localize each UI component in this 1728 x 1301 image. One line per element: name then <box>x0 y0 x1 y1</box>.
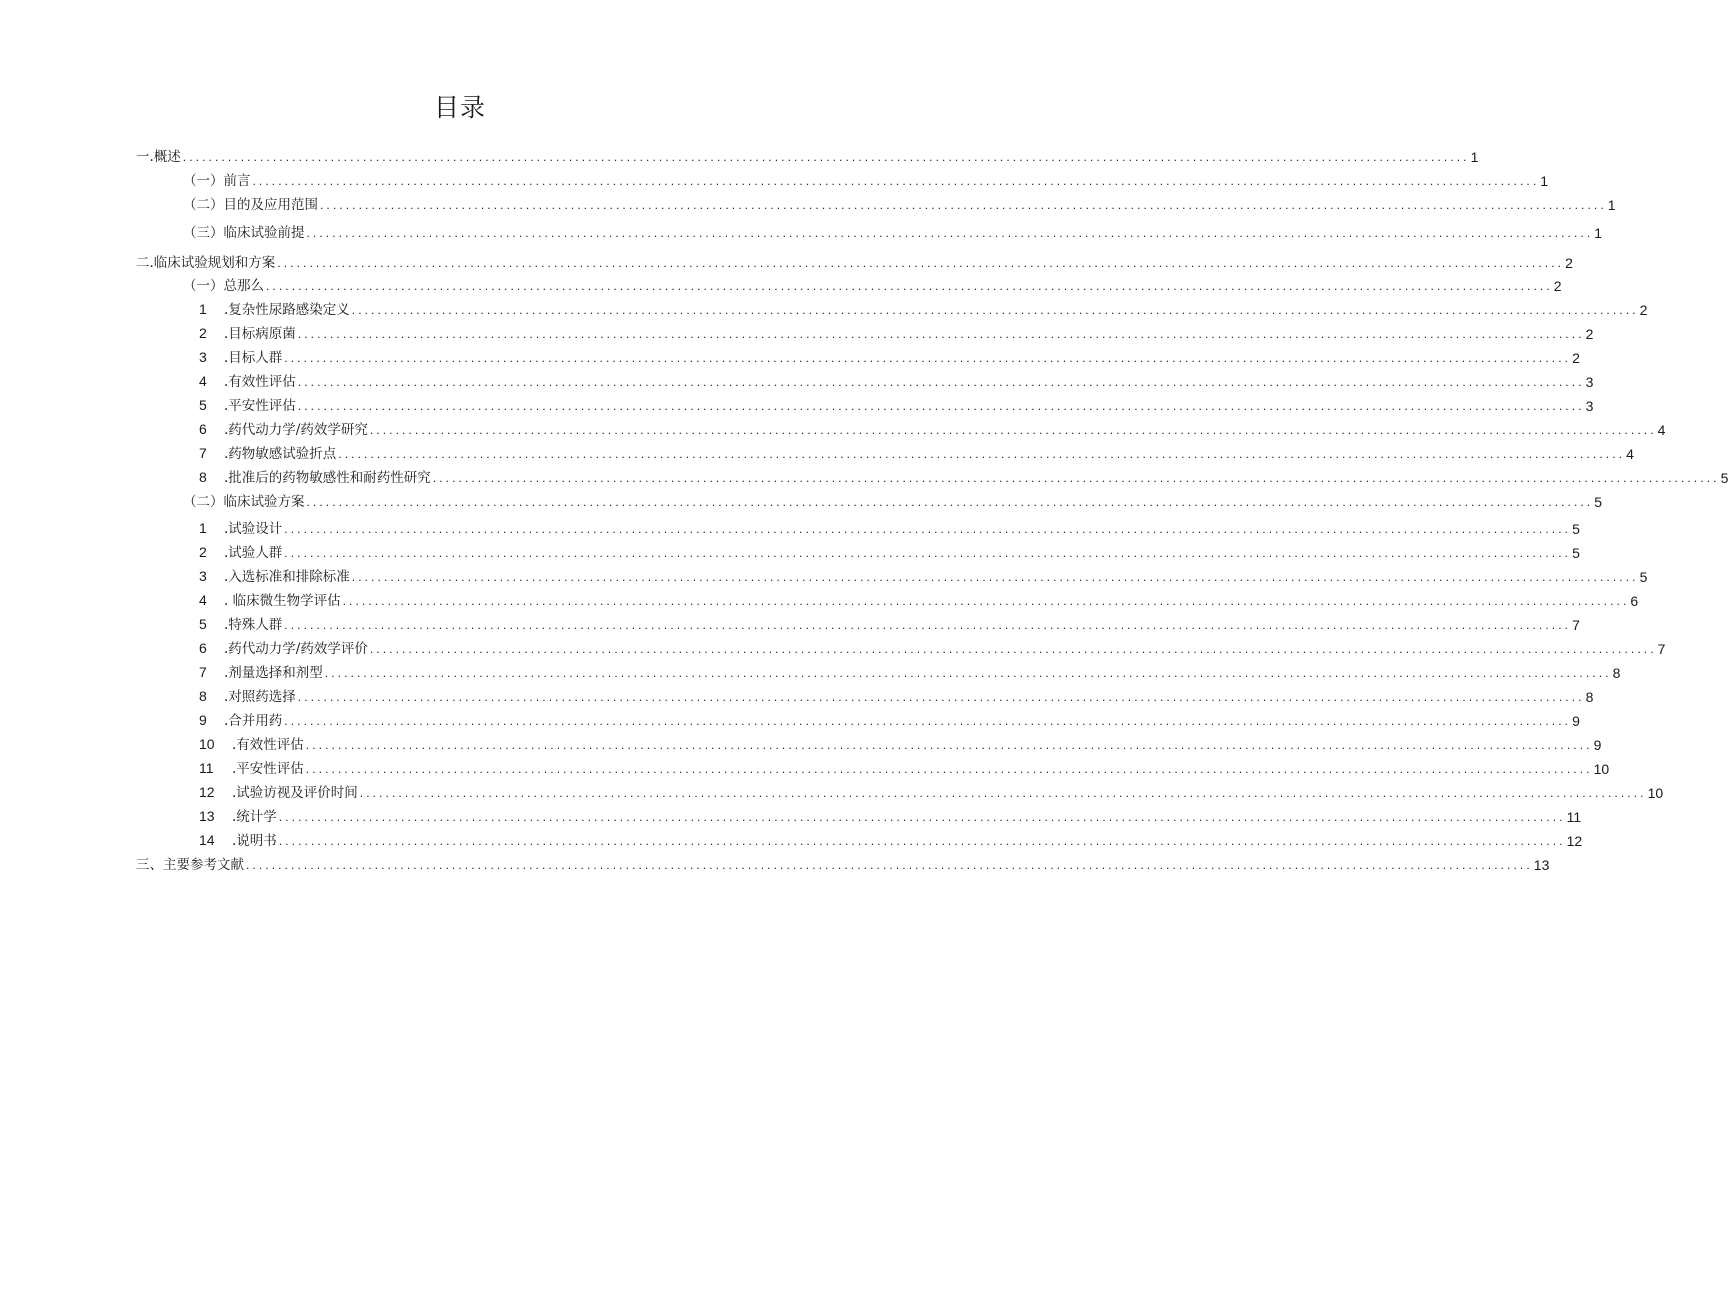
toc-entry-label <box>199 396 298 415</box>
toc-entry-page-number: 10 <box>1647 785 1664 801</box>
toc-entry-label <box>183 493 307 511</box>
toc-entry-number: 10 <box>199 736 215 752</box>
toc-entry-number: 13 <box>199 808 215 824</box>
toc-entry-number: 1 <box>199 301 207 317</box>
toc-entry-number: 11 <box>199 760 214 776</box>
toc-entry[interactable] <box>199 443 1634 463</box>
toc-entry[interactable] <box>199 614 1580 634</box>
toc-entry-label <box>136 254 277 272</box>
toc-entry-label <box>199 687 298 706</box>
toc-entry-number: 3 <box>199 568 207 584</box>
toc-entry-page-number: 2 <box>1572 350 1580 366</box>
toc-entry-page-number: 4 <box>1657 422 1666 438</box>
toc-entry-text: .对照药选择 <box>224 689 296 705</box>
dot-leader: ........................................................................................................................................................................................................ <box>284 522 1572 536</box>
toc-entry-page-number: 1 <box>1470 149 1479 165</box>
toc-entry-text: .剂量选择和剂型 <box>224 665 323 681</box>
toc-entry-page-number: 10 <box>1593 761 1610 777</box>
toc-entry-text: .特殊人群 <box>224 617 283 633</box>
dot-leader: ........................................................................................................................................................................................................ <box>306 226 1594 240</box>
toc-entry[interactable] <box>199 638 1666 658</box>
toc-entry-label <box>136 148 183 166</box>
toc-entry-number: 8 <box>199 469 207 485</box>
toc-entry-text: .复杂性尿路感染定义 <box>224 302 350 318</box>
toc-entry-number: 2 <box>199 325 207 341</box>
toc-entry[interactable] <box>199 419 1666 439</box>
toc-entry-number: 5 <box>199 616 207 632</box>
toc-entry-page-number: 5 <box>1572 545 1580 561</box>
toc-entry-page-number: 2 <box>1553 278 1562 294</box>
toc-entry-text: 一.概述 <box>136 149 181 165</box>
toc-entry-label <box>199 468 433 487</box>
dot-leader: ........................................................................................................................................................................................................ <box>252 174 1540 188</box>
toc-entry-number: 8 <box>199 688 207 704</box>
toc-entry-number: 1 <box>199 520 207 536</box>
dot-leader: ........................................................................................................................................................................................................ <box>432 471 1720 485</box>
toc-entry-text: 二.临床试验规划和方案 <box>136 255 276 271</box>
toc-entry[interactable] <box>199 371 1594 391</box>
toc-entry-page-number: 3 <box>1585 374 1594 390</box>
toc-entry-label <box>199 444 338 463</box>
toc-entry-text: .统计学 <box>232 809 277 825</box>
toc-entry[interactable] <box>183 194 1616 214</box>
toc-entry-text: .说明书 <box>232 833 277 849</box>
toc-entry-number: 6 <box>199 640 207 656</box>
dot-leader: ........................................................................................................................................................................................................ <box>338 447 1626 461</box>
toc-entry-text: .目标人群 <box>224 350 283 366</box>
toc-entry-number: 14 <box>199 832 215 848</box>
toc-entry-label <box>199 759 306 778</box>
toc-entry-page-number: 11 <box>1566 809 1582 825</box>
dot-leader: ........................................................................................................................................................................................................ <box>278 834 1566 848</box>
dot-leader: ........................................................................................................................................................................................................ <box>284 351 1572 365</box>
toc-entry-page-number: 9 <box>1572 713 1580 729</box>
toc-entry[interactable] <box>183 222 1603 242</box>
toc-entry[interactable] <box>199 590 1639 610</box>
toc-entry-page-number: 7 <box>1657 641 1666 657</box>
toc-entry-label <box>199 735 306 754</box>
page-title: 目录 <box>433 93 486 122</box>
toc-entry-number: 4 <box>199 373 207 389</box>
toc-entry-page-number: 5 <box>1594 494 1603 510</box>
toc-entry-page-number: 1 <box>1607 197 1616 213</box>
toc-entry-page-number: 13 <box>1533 857 1550 873</box>
toc-entry-label <box>183 172 253 190</box>
toc-entry[interactable] <box>183 491 1603 511</box>
toc-entry-text: .有效性评估 <box>224 374 296 390</box>
toc-entry-label <box>199 300 352 319</box>
toc-entry[interactable] <box>199 299 1648 319</box>
toc-entry[interactable] <box>199 758 1610 778</box>
toc-entry-label <box>199 420 370 439</box>
toc-entry-text: .试验设计 <box>224 521 283 537</box>
toc-entry[interactable] <box>199 323 1594 343</box>
toc-entry-text: （一）总那么 <box>183 278 264 294</box>
toc-entry-label <box>199 639 370 658</box>
toc-entry-text: （二）目的及应用范围 <box>183 197 318 213</box>
toc-entry[interactable] <box>199 782 1664 802</box>
toc-entry-number: 2 <box>199 544 207 560</box>
toc-entry-page-number: 12 <box>1566 833 1583 849</box>
toc-entry[interactable] <box>183 170 1549 190</box>
dot-leader: ........................................................................................................................................................................................................ <box>246 858 1533 872</box>
dot-leader: ........................................................................................................................................................................................................ <box>182 150 1470 164</box>
toc-entry-number: 3 <box>199 349 207 365</box>
toc-entry-label <box>183 277 266 295</box>
toc-entry[interactable] <box>199 734 1602 754</box>
toc-entry-text: . 临床微生物学评估 <box>224 593 341 609</box>
toc-entry-label <box>183 196 320 214</box>
toc-entry[interactable] <box>199 662 1621 682</box>
toc-entry-page-number: 7 <box>1572 617 1580 633</box>
toc-entry-text: .药代动力学/药效学研究 <box>224 422 368 438</box>
dot-leader: ........................................................................................................................................................................................................ <box>369 642 1657 656</box>
toc-entry-page-number: 8 <box>1612 665 1621 681</box>
dot-leader: ........................................................................................................................................................................................................ <box>320 198 1607 212</box>
dot-leader: ........................................................................................................................................................................................................ <box>306 495 1594 509</box>
toc-entry-page-number: 9 <box>1593 737 1602 753</box>
toc-entry-page-number: 3 <box>1585 398 1594 414</box>
toc-entry-number: 12 <box>199 784 215 800</box>
toc-entry-label <box>199 519 284 538</box>
dot-leader: ........................................................................................................................................................................................................ <box>284 546 1572 560</box>
toc-entry-label <box>199 807 279 826</box>
toc-entry-page-number: 5 <box>1720 470 1728 486</box>
toc-entry-text: .平安性评估 <box>232 761 304 777</box>
dot-leader: ........................................................................................................................................................................................................ <box>284 714 1572 728</box>
toc-entry-label <box>199 831 279 850</box>
toc-entry-text: .试验人群 <box>224 545 283 561</box>
toc-entry[interactable] <box>199 395 1594 415</box>
toc-entry-page-number: 2 <box>1639 302 1648 318</box>
dot-leader: ........................................................................................................................................................................................................ <box>266 279 1553 293</box>
dot-leader: ........................................................................................................................................................................................................ <box>351 303 1639 317</box>
toc-entry-label <box>199 591 343 610</box>
toc-entry-number: 4 <box>199 592 207 608</box>
toc-entry-label <box>199 543 284 562</box>
toc-entry[interactable] <box>199 566 1648 586</box>
dot-leader: ........................................................................................................................................................................................................ <box>359 786 1647 800</box>
toc-entry-page-number: 5 <box>1572 521 1580 537</box>
toc-entry[interactable] <box>199 518 1580 538</box>
toc-entry-text: .药物敏感试验折点 <box>224 446 337 462</box>
toc-entry-label <box>199 372 298 391</box>
toc-entry-text: .入选标准和排除标准 <box>224 569 350 585</box>
toc-entry[interactable] <box>199 347 1580 367</box>
toc-entry-label <box>183 224 307 242</box>
toc-entry[interactable] <box>136 252 1573 272</box>
toc-entry-number: 7 <box>199 445 207 461</box>
toc-entry[interactable] <box>199 830 1583 850</box>
toc-entry-page-number: 8 <box>1585 689 1594 705</box>
dot-leader: ........................................................................................................................................................................................................ <box>278 810 1566 824</box>
toc-entry[interactable] <box>199 686 1594 706</box>
toc-entry-page-number: 2 <box>1585 326 1594 342</box>
toc-entry[interactable] <box>183 275 1562 295</box>
dot-leader: ........................................................................................................................................................................................................ <box>297 399 1585 413</box>
dot-leader: ........................................................................................................................................................................................................ <box>297 327 1585 341</box>
toc-entry-label <box>199 615 284 634</box>
toc-entry[interactable] <box>136 146 1479 166</box>
toc-entry-text: .有效性评估 <box>232 737 304 753</box>
toc-entry-text: 三、主要参考文献 <box>136 857 244 873</box>
toc-entry-label <box>199 711 284 730</box>
dot-leader: ........................................................................................................................................................................................................ <box>297 690 1585 704</box>
dot-leader: ........................................................................................................................................................................................................ <box>351 570 1639 584</box>
toc-entry-text: .目标病原菌 <box>224 326 296 342</box>
dot-leader: ........................................................................................................................................................................................................ <box>297 375 1585 389</box>
dot-leader: ........................................................................................................................................................................................................ <box>277 256 1565 270</box>
toc-entry-text: （二）临床试验方案 <box>183 494 305 510</box>
toc-entry-page-number: 4 <box>1626 446 1634 462</box>
toc-entry-page-number: 1 <box>1594 225 1603 241</box>
toc-entry-text: （三）临床试验前提 <box>183 225 305 241</box>
toc-entry-number: 9 <box>199 712 207 728</box>
toc-entry[interactable] <box>199 542 1580 562</box>
toc-entry-number: 7 <box>199 664 207 680</box>
toc-entry-label <box>136 856 246 874</box>
dot-leader: ........................................................................................................................................................................................................ <box>342 594 1630 608</box>
toc-entry-page-number: 6 <box>1630 593 1639 609</box>
toc-entry-label <box>199 663 325 682</box>
toc-entry-text: （一）前言 <box>183 173 251 189</box>
toc-entry-text: .合并用药 <box>224 713 283 729</box>
dot-leader: ........................................................................................................................................................................................................ <box>284 618 1572 632</box>
toc-entry-label <box>199 348 284 367</box>
toc-entry-page-number: 2 <box>1565 255 1573 271</box>
toc-entry-text: .平安性评估 <box>224 398 296 414</box>
toc-entry-page-number: 1 <box>1540 173 1549 189</box>
toc-entry-label <box>199 324 298 343</box>
toc-entry[interactable] <box>136 854 1550 874</box>
dot-leader: ........................................................................................................................................................................................................ <box>305 762 1593 776</box>
dot-leader: ........................................................................................................................................................................................................ <box>305 738 1593 752</box>
toc-entry-text: .批准后的药物敏感性和耐药性研究 <box>224 470 431 486</box>
toc-entry[interactable] <box>199 806 1582 826</box>
toc-entry-label <box>199 783 360 802</box>
toc-entry-label <box>199 567 352 586</box>
toc-entry[interactable] <box>199 467 1728 487</box>
toc-entry-text: .试验访视及评价时间 <box>232 785 358 801</box>
dot-leader: ........................................................................................................................................................................................................ <box>369 423 1657 437</box>
dot-leader: ........................................................................................................................................................................................................ <box>324 666 1612 680</box>
toc-entry-number: 5 <box>199 397 207 413</box>
toc-entry-number: 6 <box>199 421 207 437</box>
toc-entry-text: .药代动力学/药效学评价 <box>224 641 368 657</box>
toc-entry[interactable] <box>199 710 1580 730</box>
toc-entry-page-number: 5 <box>1639 569 1648 585</box>
